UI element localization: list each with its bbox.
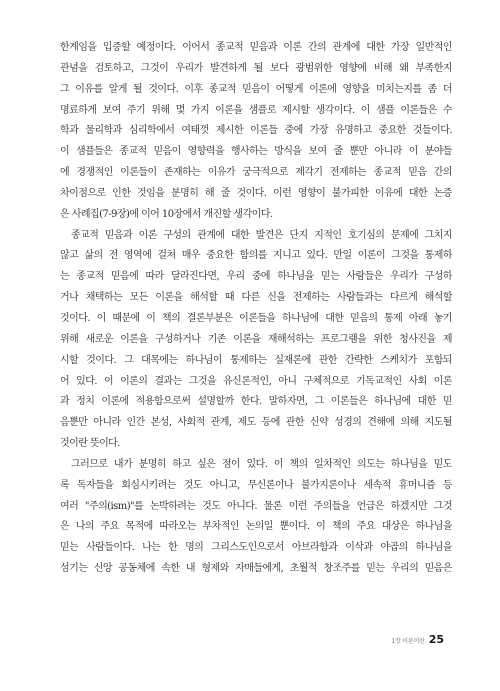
text-line-13: 거나 채택하는 모든 이론을 해석할 때 다른 신을 전제하는 사람들과는 다르게 해석할 [60,292,452,304]
text-line-17: 어 있다. 이 이론의 결과는 그것을 유신론적인, 아니 구체적으로 기독교적인 사회 이론 [60,375,452,387]
text-line-1: 한계임을 입증할 예정이다. 이어서 종교적 믿음과 이론 간의 관계에 대한 가장 일반적인 [60,42,452,53]
text-line-12: 는 종교적 믿음에 따라 달라진다면, 우리 중에 하나님을 믿는 사람들은 우리가 구성하 [60,271,452,283]
text-line-15: 위해 새로운 이론을 구성하거나 기존 이론을 재해석하는 프로그램을 위한 청사진을 제 [60,333,452,345]
text-line-14: 것이다. 이 때문에 이 책의 결론부분은 이론들을 하나님에 대한 믿음의 통제 아래 놓기 [60,312,452,324]
text-line-3: 그 이유를 알게 될 것이다. 이후 종교적 믿음이 어떻게 이론에 영향을 미치는지를 좀 더 [60,83,452,95]
text-line-6: 이 샘플들은 종교적 믿음이 영향력을 행사하는 방식을 보여 줄 뿐만 아니라 이 분야들 [60,146,452,158]
text-line-26: 섬기는 신앙 공동체에 속한 내 형제와 자매들에게, 초월적 창조주를 믿는 우리의 믿음은 [60,563,452,575]
text-line-11: 않고 삶의 전 영역에 걸쳐 매우 중요한 함의를 지니고 있다. 만일 이론이 그것을 통제하 [60,250,452,262]
text-line-8: 차이점으로 인한 것임을 분명히 해 줄 것이다. 이런 영향이 불가피한 이유에 대한 논증 [60,187,452,199]
text-line-25: 믿는 사람들이다. 나는 한 명의 그리스도인으로서 아브라함과 이삭과 야곱의 하나님을 [60,542,452,554]
text-line-22: 록 독자들을 회심시키려는 것도 아니고, 무신론이나 불가지론이나 세속적 휴머니즘 등 [60,479,452,491]
running-head: 1장 이론이란 [391,638,425,645]
text-line-2: 관념을 검토하고, 그것이 우리가 발견하게 될 보다 광범위한 영향에 비해 왜 부족한지 [60,62,452,74]
text-line-18: 과 정치 이론에 적용함으로써 설명할까 한다. 말하자면, 그 이론들은 하나님에 대한 믿 [60,396,452,408]
text-line-20: 것이란 뜻이다. [60,438,120,450]
text-line-23: 여러 "주의(ism)"를 논박하려는 것도 아니다. 물론 이런 주의들을 언급은 하겠지만 그것 [60,500,452,512]
text-line-16: 시할 것이다. 그 대목에는 하나님이 통제하는 실재론에 관한 간략한 스케치가 포함되 [60,354,452,366]
text-line-10: 종교적 믿음과 이론 구성의 관계에 대한 발견은 단지 지적인 호기심의 문제에 그치지 [71,229,452,241]
text-line-21: 그러므로 내가 분명히 하고 싶은 점이 있다. 이 책의 일차적인 의도는 하나님을 믿도 [71,458,452,470]
page-number: 25 [428,633,444,646]
text-line-9: 은 사례집(7-9장)에 이어 10장에서 개진할 생각이다. [60,208,273,220]
text-line-5: 학과 물리학과 심리학에서 여태껏 제시한 이론들 중에 가장 유명하고 중요한 것들이다. [60,125,452,137]
text-line-7: 에 경쟁적인 이론들이 존재하는 이유가 궁극적으로 제각기 전제하는 종교적 믿음 간의 [60,167,452,179]
body-text [60,38,452,580]
text-line-4: 명료하게 보여 주기 위해 몇 가지 이론을 샘플로 제시할 생각이다. 이 샘플 이론들은 수 [60,104,452,116]
text-line-24: 은 나의 주요 목적에 따라오는 부차적인 논의일 뿐이다. 이 책의 주요 대상은 하나님을 [60,521,452,533]
text-line-19: 음뿐만 아니라 인간 본성, 사회적 관계, 제도 등에 관한 신약 성경의 견해에 의해 지도될 [60,417,452,429]
page-footer [391,633,444,646]
